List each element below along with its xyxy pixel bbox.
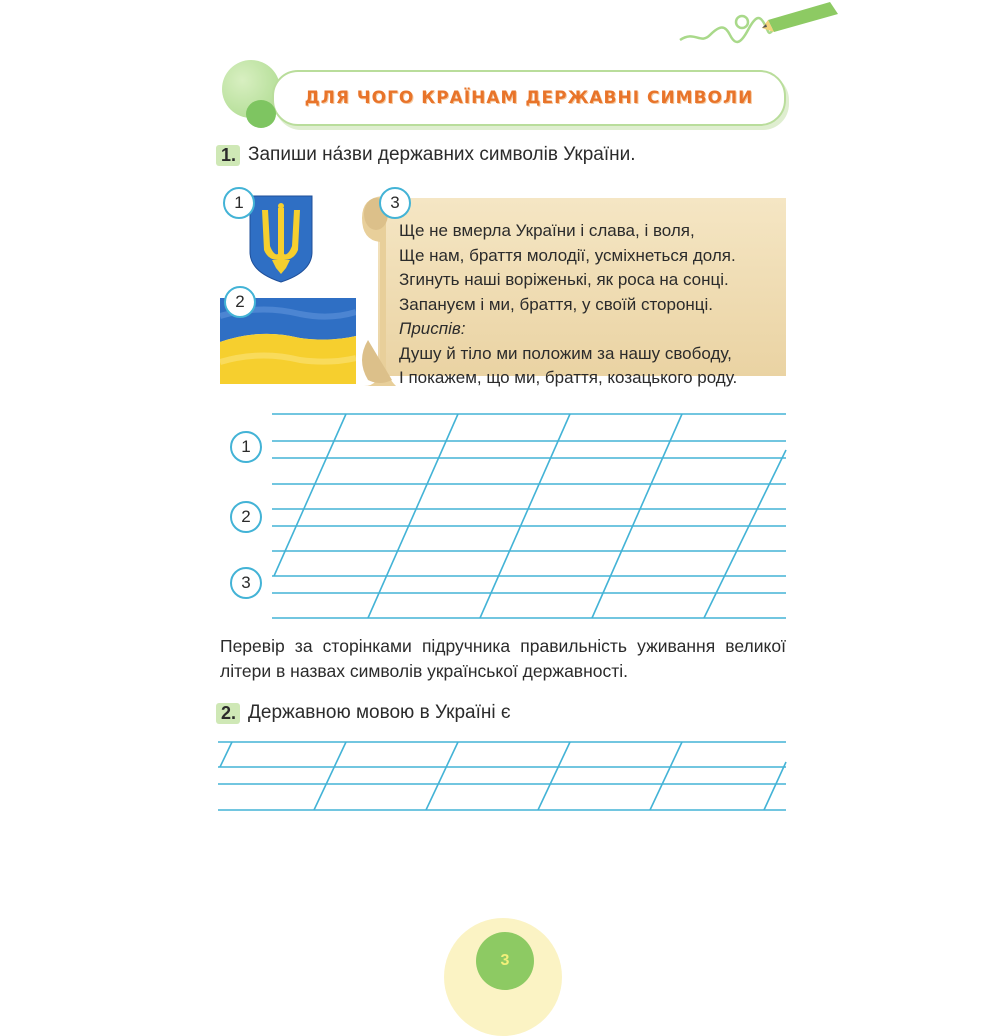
- anthem-line: Запануєм і ми, браття, у своїй сторонці.: [399, 294, 714, 314]
- page-number-badge: [476, 932, 534, 990]
- anthem-line: Згинуть наші воріженькі, як роса на сонці.: [399, 270, 729, 289]
- task-1-number: 1.: [216, 145, 240, 166]
- answer-label-2: 2: [230, 501, 262, 533]
- answer-label-3: 3: [230, 567, 262, 599]
- anthem-chorus-label: Приспів:: [399, 319, 466, 338]
- answer-lines-1[interactable]: [272, 410, 788, 622]
- page-title: ДЛЯ ЧОГО КРАЇНАМ ДЕРЖАВНІ СИМВОЛИ: [304, 88, 754, 108]
- page-number: 3: [500, 952, 510, 969]
- coat-of-arms-icon: [248, 194, 314, 284]
- title-bullet-small: [246, 100, 276, 128]
- task-2-number: 2.: [216, 703, 240, 724]
- answer-lines-2[interactable]: [218, 738, 788, 814]
- anthem-chorus-line: І покажем, що ми, браття, козацького роду.: [399, 368, 738, 387]
- anthem-text: [399, 219, 789, 391]
- task-2: [216, 702, 511, 724]
- anthem-line: Ще не вмерла України і слава, і воля,: [399, 221, 695, 240]
- check-instruction: Перевір за сторінками підручника правильність уживання великої літери в назвах символів української державності.: [220, 636, 786, 681]
- symbol-label-3: 3: [379, 187, 411, 219]
- pencil-decoration-icon: [670, 0, 840, 60]
- task-2-text: Державною мовою в Україні є: [248, 702, 511, 723]
- task-1: [216, 144, 636, 166]
- title-banner: [272, 70, 786, 126]
- task-1-text: Запиши на́зви державних символів України.: [248, 144, 636, 165]
- anthem-line: Ще нам, браття молодії, усміхнеться доля.: [399, 245, 736, 265]
- symbol-label-2: 2: [224, 286, 256, 318]
- answer-label-1: 1: [230, 431, 262, 463]
- anthem-chorus-line: Душу й тіло ми положим за нашу свободу,: [399, 343, 732, 363]
- symbol-label-1: 1: [223, 187, 255, 219]
